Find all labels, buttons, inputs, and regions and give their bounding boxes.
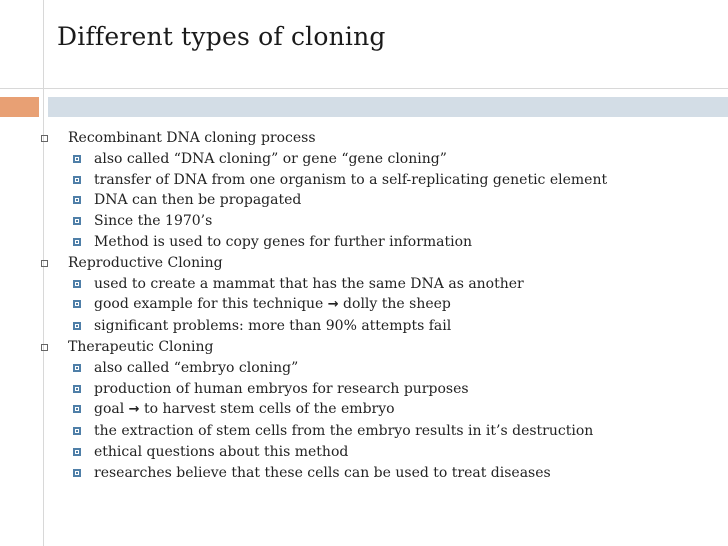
square-bullet-icon	[73, 385, 81, 393]
list-item-text: transfer of DNA from one organism to a self-replicating genetic element	[94, 171, 608, 188]
list-item	[0, 399, 728, 421]
list-item	[0, 358, 728, 379]
list-item	[0, 274, 728, 295]
square-bullet-icon	[73, 155, 81, 163]
square-bullet-icon	[41, 260, 48, 267]
square-bullet-icon	[73, 364, 81, 372]
list-item	[0, 232, 728, 253]
arrow-right-icon: →	[128, 402, 140, 418]
section-item	[0, 128, 728, 149]
list-item	[0, 170, 728, 191]
list-item-text: used to create a mammat that has the same DNA as another	[94, 275, 524, 292]
list-item-text: dolly the sheep	[338, 296, 451, 313]
list-item-text: also called “DNA cloning” or gene “gene cloning”	[94, 150, 447, 167]
section-label: Recombinant DNA cloning process	[68, 130, 316, 146]
list-item	[0, 442, 728, 463]
square-bullet-icon	[73, 448, 81, 456]
list-item-text: the extraction of stem cells from the embryo results in it’s destruction	[94, 423, 594, 440]
list-item-text: good example for this technique	[94, 296, 328, 313]
list-item-text: to harvest stem cells of the embryo	[139, 401, 395, 418]
list-item	[0, 379, 728, 400]
square-bullet-icon	[41, 344, 48, 351]
bullet-list	[0, 128, 728, 484]
list-item	[0, 294, 728, 316]
square-bullet-icon	[73, 217, 81, 225]
section-label: Reproductive Cloning	[68, 254, 223, 271]
section-item	[0, 337, 728, 358]
square-bullet-icon	[73, 176, 81, 184]
square-bullet-icon	[73, 196, 81, 204]
arrow-right-icon: →	[327, 297, 339, 313]
section-label: Therapeutic Cloning	[68, 338, 214, 355]
accent-block	[0, 97, 39, 117]
square-bullet-icon	[73, 405, 81, 413]
list-item	[0, 211, 728, 232]
list-item	[0, 190, 728, 211]
square-bullet-icon	[73, 427, 81, 435]
section-item	[0, 253, 728, 274]
title-band	[48, 97, 728, 117]
list-item-text: DNA can then be propagated	[94, 192, 302, 209]
list-item	[0, 316, 728, 337]
square-bullet-icon	[73, 238, 81, 246]
horizontal-rule	[0, 88, 728, 89]
square-bullet-icon	[73, 322, 81, 330]
list-item-text: researches believe that these cells can be used to treat diseases	[94, 464, 551, 481]
list-item	[0, 463, 728, 484]
list-item-text: significant problems: more than 90% attempts fail	[94, 318, 452, 335]
list-item-text: production of human embryos for research purposes	[94, 380, 469, 397]
list-item	[0, 421, 728, 442]
square-bullet-icon	[73, 469, 81, 477]
list-item	[0, 149, 728, 170]
list-item-text: Since the 1970’s	[94, 213, 213, 230]
list-item-text: also called “embryo cloning”	[94, 359, 299, 376]
slide-title: Different types of cloning	[57, 22, 386, 51]
square-bullet-icon	[73, 300, 81, 308]
list-item-text: goal	[94, 401, 129, 418]
square-bullet-icon	[41, 135, 48, 142]
list-item-text: ethical questions about this method	[94, 443, 349, 460]
list-item-text: Method is used to copy genes for further information	[94, 233, 473, 250]
square-bullet-icon	[73, 280, 81, 288]
